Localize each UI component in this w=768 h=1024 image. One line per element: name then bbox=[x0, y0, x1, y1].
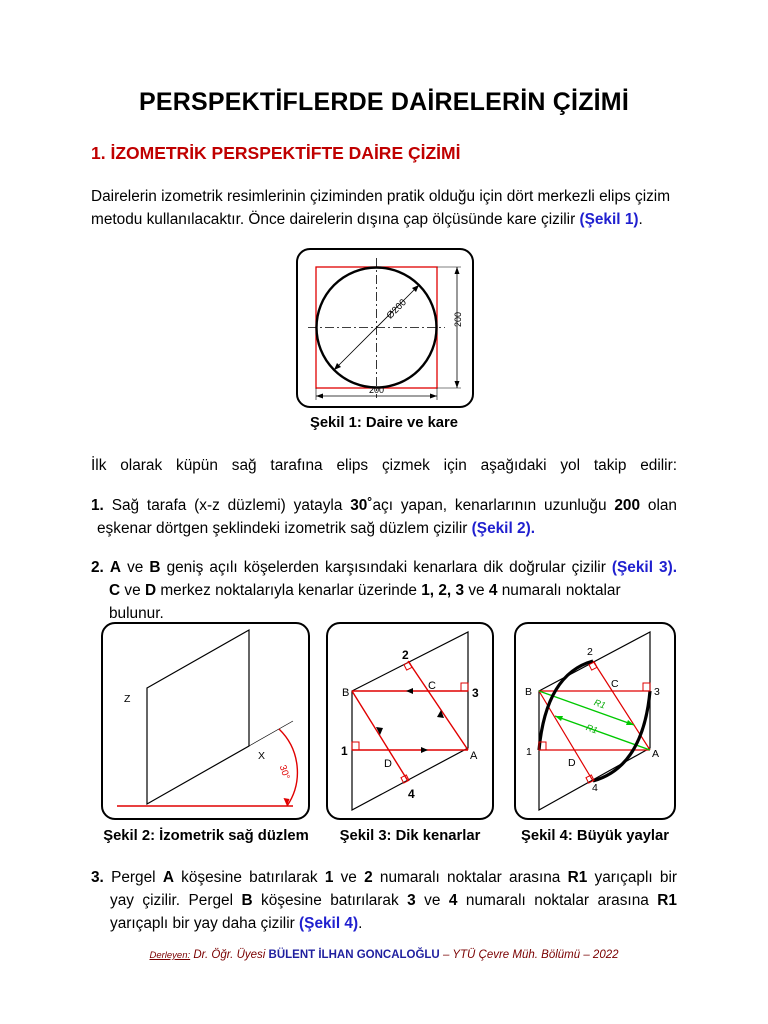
isometric-plane bbox=[352, 632, 468, 810]
figure-2 bbox=[101, 622, 310, 820]
x-axis-label: X bbox=[258, 750, 266, 762]
point-c-label: C bbox=[428, 680, 436, 692]
perpendicular-edges-drawing bbox=[328, 624, 491, 817]
point-b-label: B bbox=[525, 686, 533, 698]
intro-line-1: Dairelerin izometrik resimlerinin çiziminden pratik olduğu için dört merkezli elips çizim bbox=[91, 188, 671, 205]
angle-label: 30° bbox=[276, 763, 292, 781]
point-1-label: 1 bbox=[341, 744, 348, 758]
point-1-label: 1 bbox=[526, 746, 532, 758]
intro-line-2: metodu kullanılacaktır. Önce dairelerin dışına çap ölçüsünde kare çizilir (Şekil 1). bbox=[91, 211, 643, 228]
page-title: PERSPEKTİFLERDE DAİRELERİN ÇİZİMİ bbox=[139, 88, 629, 116]
figure-1 bbox=[296, 248, 474, 408]
author-name: BÜLENT İLHAN GONCALOĞLU bbox=[268, 949, 440, 961]
footer-prefix: Derleyen: bbox=[149, 950, 191, 961]
figure-4-caption: Şekil 4: Büyük yaylar bbox=[520, 828, 670, 844]
figure-3 bbox=[326, 622, 494, 820]
figure-ref: (Şekil 3). bbox=[611, 559, 677, 576]
large-arcs-drawing bbox=[516, 624, 673, 817]
point-d-label: D bbox=[384, 758, 392, 770]
footer: Derleyen: Dr. Öğr. Üyesi BÜLENT İLHAN GONCALOĞLU – YTÜ Çevre Müh. Bölümü – 2022 bbox=[149, 949, 619, 961]
section-heading: 1. İZOMETRİK PERSPEKTİFTE DAİRE ÇİZİMİ bbox=[91, 143, 461, 163]
isometric-plane bbox=[147, 630, 249, 804]
point-3-label: 3 bbox=[472, 686, 479, 700]
point-a-label: A bbox=[652, 748, 660, 760]
figure-1-caption: Şekil 1: Daire ve kare bbox=[309, 415, 459, 431]
point-2-label: 2 bbox=[402, 648, 409, 662]
point-4-label: 4 bbox=[408, 787, 415, 801]
steps-intro: İlk olarak küpün sağ tarafına elips çizmek için aşağıdaki yol takip edilir: bbox=[91, 457, 677, 474]
step-2: 2. A ve B geniş açılı köşelerden karşısındaki kenarlara dik doğrular çizilir (Şekil 3). C ve D merkez noktalarıyla kenarlar üzerinde 1, 2, 3 ve 4 numaralı noktalar bulunur. bbox=[91, 559, 677, 622]
perpendicular-2-a bbox=[408, 661, 468, 750]
circle-square-drawing bbox=[298, 250, 471, 405]
point-a-label: A bbox=[470, 750, 478, 762]
figure-ref: (Şekil 2). bbox=[471, 520, 535, 537]
point-4-label: 4 bbox=[592, 782, 598, 794]
figure-4 bbox=[514, 622, 676, 820]
figure-2-caption: Şekil 2: İzometrik sağ düzlem bbox=[103, 828, 309, 844]
intro-paragraph bbox=[91, 185, 677, 231]
radius-label-lower: R1 bbox=[584, 722, 599, 736]
step-1: 1. Sağ tarafa (x-z düzlemi) yatayla 30˚açı yapan, kenarlarının uzunluğu 200 olan eşkenar dörtgen şeklindeki izometrik sağ düzlem çizilir (Şekil 2). bbox=[91, 497, 677, 537]
point-b-label: B bbox=[342, 687, 350, 699]
point-3-label: 3 bbox=[654, 686, 660, 698]
figure-ref: (Şekil 4) bbox=[299, 915, 359, 932]
radius-label-upper: R1 bbox=[592, 697, 607, 711]
point-c-label: C bbox=[611, 678, 619, 690]
width-label: 200 bbox=[369, 385, 385, 395]
z-axis-label: Z bbox=[124, 693, 131, 705]
figure-3-caption: Şekil 3: Dik kenarlar bbox=[339, 828, 481, 844]
height-label: 200 bbox=[453, 311, 463, 327]
figure-ref: (Şekil 1) bbox=[579, 211, 639, 228]
point-d-label: D bbox=[568, 757, 576, 769]
perpendicular-b-4 bbox=[352, 691, 408, 781]
point-2-label: 2 bbox=[587, 646, 593, 658]
step-3: 3. Pergel A köşesine batırılarak 1 ve 2 numaralı noktalar arasına R1 yarıçaplı bir yay çizilir. Pergel B köşesine batırılarak 3 ve 4 numaralı noktalar arasına R1 yarıçaplı bir yay daha çizilir (Şekil 4). bbox=[91, 869, 678, 932]
diameter-label: Ø200 bbox=[384, 297, 409, 322]
extension-line bbox=[249, 721, 293, 746]
isometric-plane-drawing bbox=[103, 624, 307, 817]
